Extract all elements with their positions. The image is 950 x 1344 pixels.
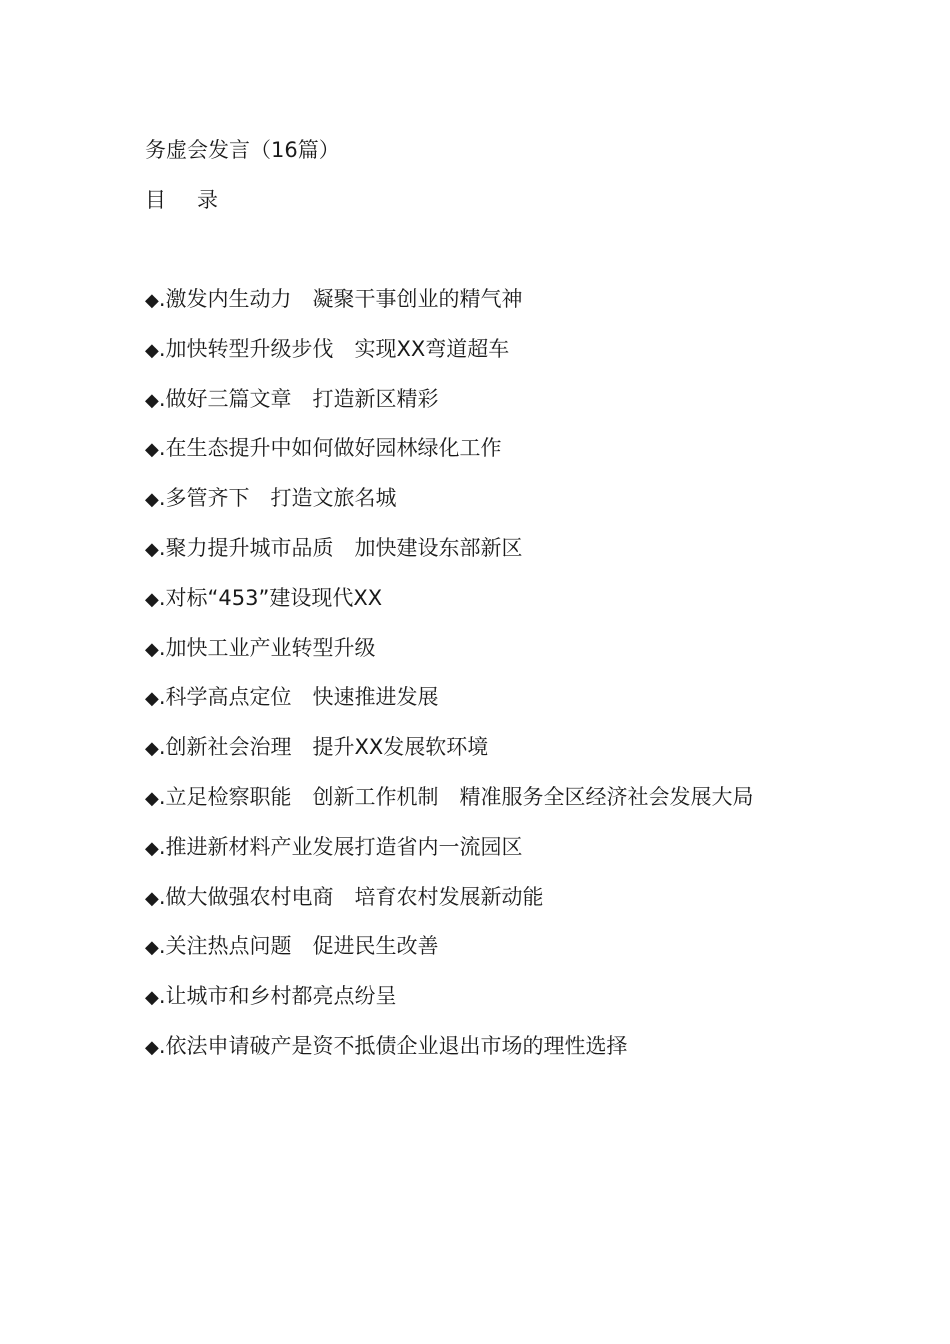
diamond-bullet-icon: ◆	[145, 389, 159, 411]
toc-item	[145, 1032, 754, 1082]
diamond-bullet-icon: ◆	[145, 937, 159, 959]
toc-item	[145, 285, 754, 335]
diamond-bullet-icon: ◆	[145, 837, 159, 859]
diamond-bullet-icon: ◆	[145, 738, 159, 760]
toc-item	[145, 683, 754, 733]
diamond-bullet-icon: ◆	[145, 489, 159, 511]
toc-item-text: .关注热点问题 促进民生改善	[158, 934, 439, 959]
toc-item	[145, 534, 754, 584]
diamond-bullet-icon: ◆	[145, 588, 159, 610]
toc-item-text: .加快工业产业转型升级	[158, 635, 376, 660]
toc-item-text: .推进新材料产业发展打造省内一流园区	[158, 834, 523, 859]
toc-item-text: .对标“453”建设现代XX	[158, 585, 383, 610]
diamond-bullet-icon: ◆	[145, 339, 159, 361]
toc-item	[145, 584, 754, 634]
toc-item-text: .科学高点定位 快速推进发展	[158, 685, 439, 710]
toc-heading	[145, 186, 218, 214]
toc-item	[145, 883, 754, 933]
diamond-bullet-icon: ◆	[145, 638, 159, 660]
toc-item	[145, 634, 754, 684]
toc-item	[145, 385, 754, 435]
toc-item-text: .加快转型升级步伐 实现XX弯道超车	[158, 336, 510, 361]
toc-item-text: .在生态提升中如何做好园林绿化工作	[158, 436, 502, 461]
toc-item	[145, 932, 754, 982]
toc-item	[145, 434, 754, 484]
toc-item	[145, 783, 754, 833]
diamond-bullet-icon: ◆	[145, 688, 159, 710]
toc-item	[145, 484, 754, 534]
toc-item-text: .做好三篇文章 打造新区精彩	[158, 386, 439, 411]
toc-list	[145, 285, 754, 1082]
toc-item-text: .多管齐下 打造文旅名城	[158, 486, 397, 511]
diamond-bullet-icon: ◆	[145, 987, 159, 1009]
diamond-bullet-icon: ◆	[145, 290, 159, 311]
toc-item-text: .做大做强农村电商 培育农村发展新动能	[158, 884, 544, 909]
diamond-bullet-icon: ◆	[145, 439, 159, 461]
toc-item	[145, 335, 754, 385]
toc-item-text: .聚力提升城市品质 加快建设东部新区	[158, 535, 523, 560]
diamond-bullet-icon: ◆	[145, 787, 159, 809]
toc-item	[145, 982, 754, 1032]
toc-item-text: .激发内生动力 凝聚干事创业的精气神	[158, 287, 523, 311]
diamond-bullet-icon: ◆	[145, 1036, 159, 1058]
diamond-bullet-icon: ◆	[145, 887, 159, 909]
toc-heading-left: 目	[145, 188, 166, 212]
toc-item-text: .依法申请破产是资不抵债企业退出市场的理性选择	[158, 1033, 628, 1058]
toc-heading-right: 录	[197, 188, 218, 212]
toc-item-text: .创新社会治理 提升XX发展软环境	[158, 735, 489, 760]
toc-item-text: .立足检察职能 创新工作机制 精准服务全区经济社会发展大局	[158, 784, 754, 809]
diamond-bullet-icon: ◆	[145, 538, 159, 560]
toc-item	[145, 733, 754, 783]
document-title: 务虚会发言（16篇）	[145, 138, 340, 162]
toc-item-text: .让城市和乡村都亮点纷呈	[158, 984, 397, 1009]
toc-item	[145, 833, 754, 883]
